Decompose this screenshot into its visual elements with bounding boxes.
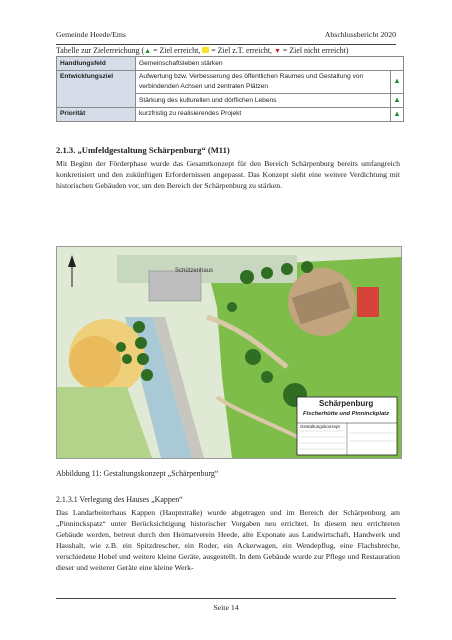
- header-right: Abschlussbericht 2020: [324, 30, 396, 39]
- goal-label: Entwicklungsziel: [57, 70, 136, 107]
- legend-up-text: = Ziel erreicht,: [151, 46, 203, 55]
- triangle-down-icon: ▼: [274, 47, 281, 55]
- table-row: [57, 107, 404, 121]
- map-label: Schützenhaus: [175, 268, 214, 274]
- title-block-plan: Gestaltungskonzept: [300, 424, 340, 429]
- title-block-subtitle: Fischerhütte und Pinninckplatz: [303, 411, 389, 417]
- triangle-up-icon: ▲: [393, 76, 401, 86]
- field-value: Gemeinschaftsleben stärken: [136, 57, 404, 71]
- table-row: [57, 70, 404, 93]
- goal-legend: [56, 46, 349, 55]
- priority-status: [391, 107, 404, 121]
- table-row: [57, 57, 404, 71]
- goal-table: [56, 56, 404, 122]
- goal-1: Aufwertung bzw. Verbesserung des öffentlichen Raumes und Gestaltung von verbindenden Achsen und zentralen Plätzen: [136, 70, 391, 93]
- site-plan-drawing: [57, 247, 401, 458]
- figure-caption: Abbildung 11: Gestaltungskonzept „Schärpenburg“: [56, 469, 219, 478]
- subsection-paragraph: Das Landarbeiterhaus Kappen (Hauptstraße) wurde abgetragen und im Bereich der Schärpenburg am „Pinninckspatz“ unter Berücksichtigung historischer Vorgaben neu errichtet. In diesem neu errichteten Gebäude werden, betreut durch den Heimatverein Heede, alte Exponate aus Landwirtschaft, Handwerk und Haushalt, wie z.B. ein Spitzdrescher, ein Roder, ein Ackerwagen, ein Wendepflug, eine Flachsbreche, verschiedene Hobel und weitere kleine Geräte, ausgestellt. In dem Gebäude wurde zur Pflege und Restauration dieser und weiterer Geräte eine kleine Werk-: [56, 508, 400, 572]
- legend-prefix: Tabelle zur Zielerreichung (: [56, 46, 145, 55]
- page-header: [56, 30, 396, 45]
- goal-2-status: [391, 94, 404, 108]
- section-heading: 2.1.3. „Umfeldgestaltung Schärpenburg“ (M11): [56, 145, 230, 155]
- priority-value: kurzfristig zu realisierendes Projekt: [136, 107, 391, 121]
- subsection-heading: 2.1.3.1 Verlegung des Hauses „Kappen“: [56, 495, 183, 504]
- header-left: Gemeinde Heede/Ems: [56, 30, 126, 39]
- legend-partial-text: = Ziel z.T. erreicht,: [209, 46, 275, 55]
- goal-1-status: [391, 70, 404, 93]
- triangle-up-icon: ▲: [393, 95, 401, 105]
- title-block-title: Schärpenburg: [319, 399, 374, 408]
- field-label: Handlungsfeld: [57, 57, 136, 71]
- triangle-up-icon: ▲: [144, 47, 152, 55]
- legend-down-text: = Ziel nicht erreicht): [280, 46, 349, 55]
- triangle-up-icon: ▲: [393, 108, 401, 118]
- page-footer: Seite 14: [56, 598, 396, 612]
- goal-2: Stärkung des kulturellen und dörflichen Lebens: [136, 94, 391, 108]
- site-plan-figure: [56, 246, 402, 459]
- section-paragraph: Mit Beginn der Förderphase wurde das Gesamtkonzept für den Bereich Schärpenburg bereits umfangreich konkretisiert und den zukünftigen Erfordernissen angepasst. Das Konzept sieht eine weitere Verdichtung mit historischen Gebäuden vor, um den Bereich der Schärpenburg zu stärken.: [56, 159, 400, 190]
- priority-label: Priorität: [57, 107, 136, 121]
